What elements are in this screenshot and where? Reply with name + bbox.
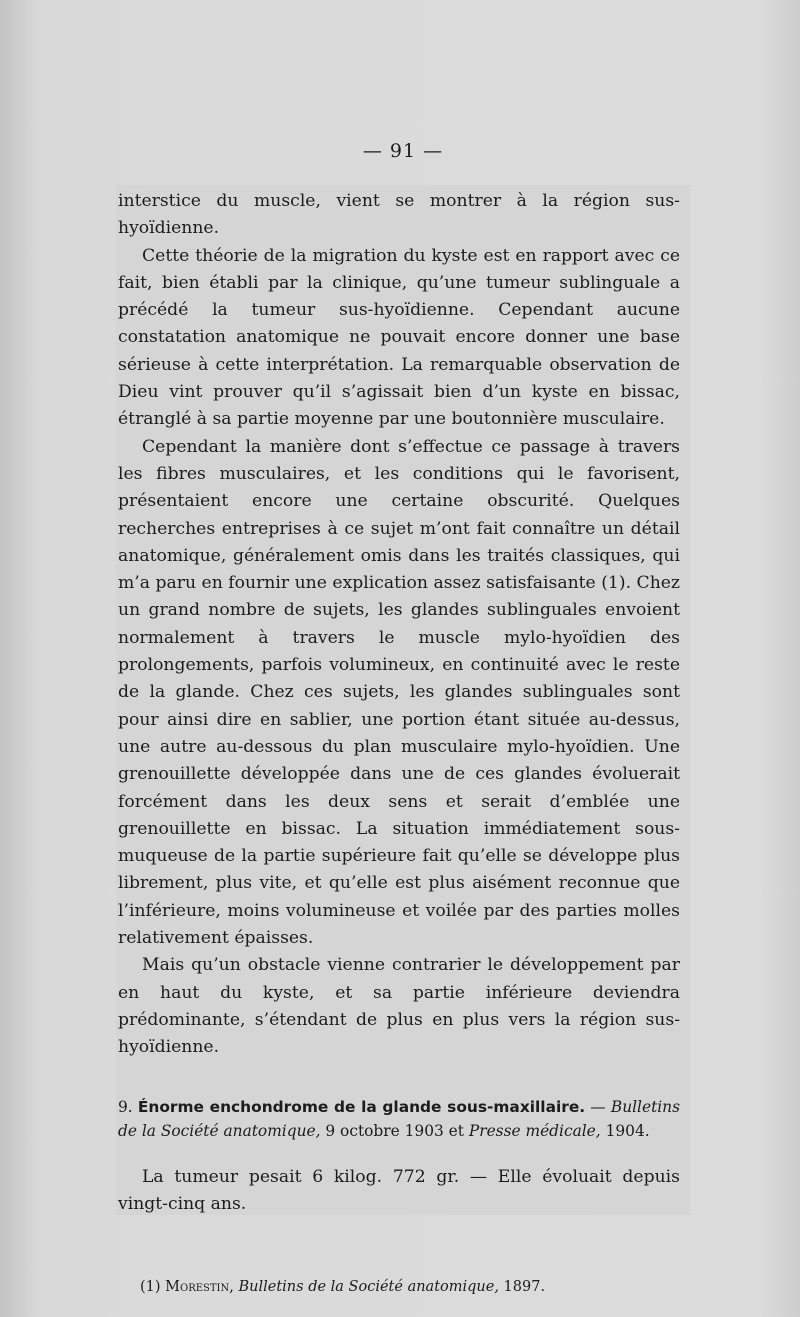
section-dash: — — [585, 1097, 611, 1116]
section-title: Énorme enchondrome de la glande sous-maxillaire. — [137, 1097, 586, 1116]
footnote-journal: Bulletins de la Société anatomique, — [233, 1279, 499, 1296]
footnote — [118, 1277, 680, 1297]
footnote-marker: (1) — [140, 1279, 166, 1296]
paragraph-anatomical-detail: Cependant la manière dont s’effectue ce passage à travers les fibres musculaires, et les conditions qui le favorisent, présentaient encore une certaine obscurité. Quelques recherches entreprises à ce sujet m’ont fait connaître un détail anatomique, généralement omis dans les traités classiques, qui m’a paru en fournir une explication assez satisfaisante (1). Chez un grand nombre de sujets, les glandes sublinguales envoient normalement à travers le muscle mylo-hyoïdien des prolongements, parfois volumineux, en continuité avec le reste de la glande. Chez ces sujets, les glandes sublinguales sont pour ainsi dire en sablier, une portion étant située au-dessus, une autre au-dessous du plan musculaire mylo-hyoïdien. Une grenouillette développée dans une de ces glandes évoluerait forcément dans les deux sens et serait d’emblée une grenouillette en bissac. La situation immédiatement sous-muqueuse de la partie supérieure fait qu’elle se développe plus librement, plus vite, et qu’elle est plus aisément reconnue que l’inférieure, moins volumineuse et voilée par des parties molles relativement épaisses. — [118, 436, 680, 949]
footnote-year: 1897. — [498, 1279, 546, 1296]
page-number: — 91 — — [362, 140, 444, 162]
section-number: 9. — [118, 1097, 133, 1116]
paragraph-continuation: interstice du muscle, vient se montrer à la région sus-hyoïdienne. — [118, 191, 680, 239]
section-journal-1: Bulletins de la Société anatomique, — [118, 1097, 680, 1140]
section-year-2: 1904. — [600, 1121, 650, 1140]
paragraph-obstacle: Mais qu’un obstacle vienne contrarier le développement par en haut du kyste, et sa partie inférieure deviendra prédominante, s’étendant de plus en plus vers la région sus-hyoïdienne. — [118, 955, 680, 1058]
section-heading — [118, 1095, 680, 1143]
page-content — [118, 140, 680, 1297]
section-body: La tumeur pesait 6 kilog. 772 gr. — Elle évoluait depuis vingt-cinq ans. — [118, 1166, 680, 1214]
section-journal-2: Presse médicale, — [468, 1121, 601, 1140]
section-date-1: 9 octobre 1903 et — [320, 1121, 469, 1140]
paragraph-migration-theory: Cette théorie de la migration du kyste est en rapport avec ce fait, bien établi par la clinique, qu’une tumeur sublinguale a précédé la tumeur sus-hyoïdienne. Cependant aucune constatation anatomique ne pouvait encore donner une base sérieuse à cette interprétation. La remarquable observation de Dieu vint prouver qu’il s’agissait bien d’un kyste en bissac, étranglé à sa partie moyenne par une boutonnière musculaire. — [118, 245, 680, 430]
footnote-author: Morestin, — [165, 1279, 234, 1296]
